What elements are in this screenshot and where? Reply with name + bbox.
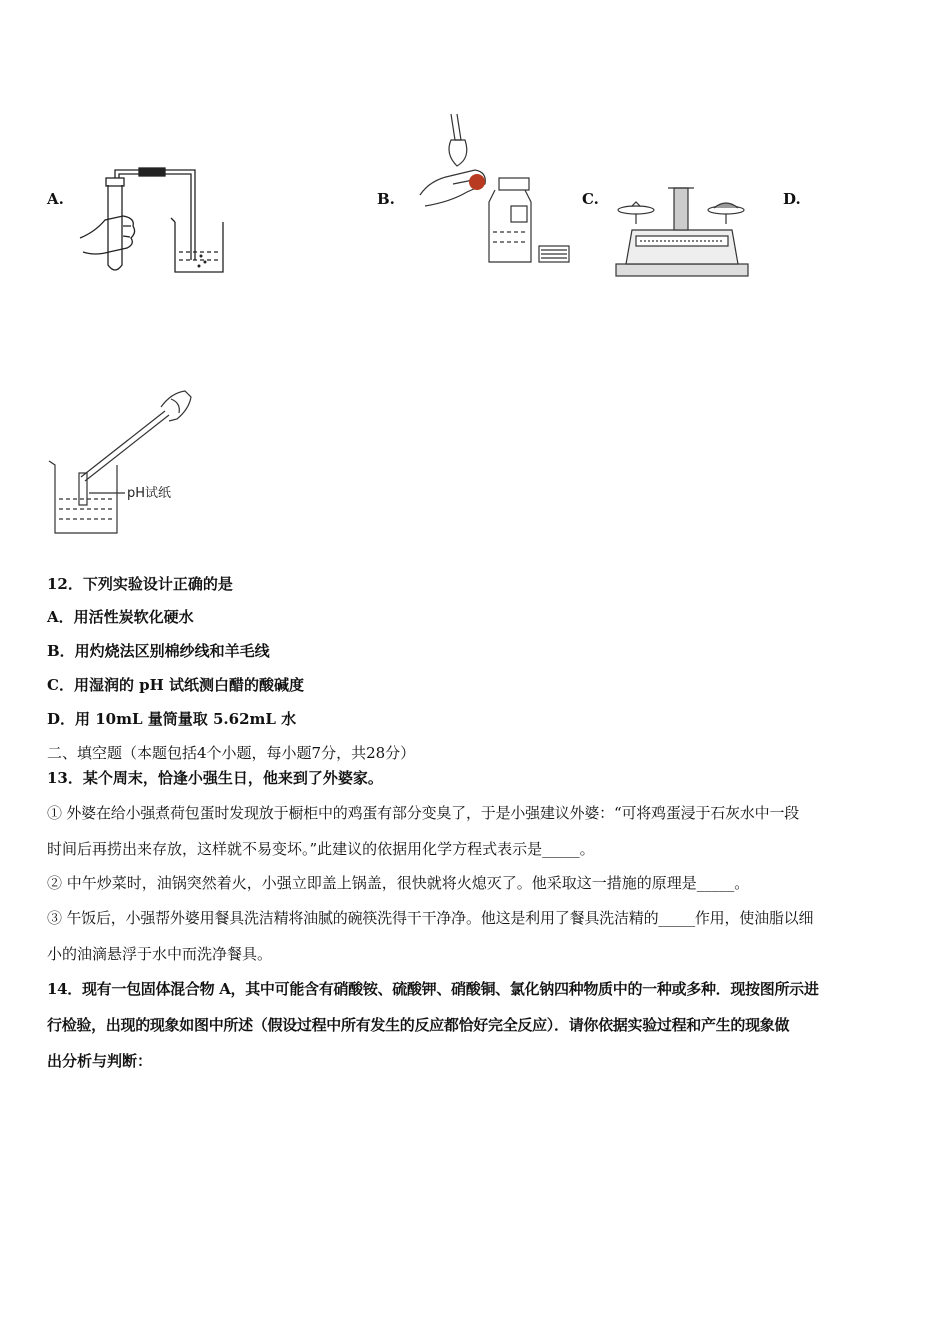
q13-part3-line1: ③ 午饭后，小强帮外婆用餐具洗洁精将油腻的碗筷洗得干干净净。他这是利用了餐具洗洁精的_____作用，使油脂以细	[47, 909, 814, 927]
q12-stem: 12．下列实验设计正确的是	[47, 575, 233, 593]
q14-line2: 行检验，出现的现象如图中所述（假设过程中所有发生的反应都恰好完全反应）．请你依据实验过程和产生的现象做	[47, 1016, 790, 1034]
figure-c-balance	[612, 180, 752, 280]
q13-stem: 13．某个周末，恰逢小强生日，他来到了外婆家。	[47, 769, 383, 787]
figure-b-dropper-bottle	[415, 110, 580, 270]
q13-part2: ② 中午炒菜时，油锅突然着火，小强立即盖上锅盖，很快就将火熄灭了。他采取这一措施的原理是_____。	[47, 874, 750, 892]
option-d-label: D.	[783, 190, 801, 208]
option-c-label: C.	[582, 190, 599, 208]
figure-a-airtightness-check	[75, 160, 230, 280]
q12-option-a: A．用活性炭软化硬水	[47, 608, 194, 626]
q13-part3-line2: 小的油滴悬浮于水中而洗净餐具。	[47, 945, 273, 963]
ph-paper-label: pH试纸	[127, 486, 172, 501]
q12-option-c: C．用湿润的 pH 试纸测白醋的酸碱度	[47, 676, 305, 694]
q14-line3: 出分析与判断：	[47, 1052, 153, 1070]
option-b-label: B.	[377, 190, 395, 208]
figure-d-ph-paper	[45, 385, 235, 545]
q13-part1-line2: 时间后再捞出来存放，这样就不易变坏。”此建议的依据用化学方程式表示是_____。	[47, 840, 595, 858]
q12-option-b: B．用灼烧法区别棉纱线和羊毛线	[47, 642, 270, 660]
q14-line1: 14．现有一包固体混合物 A，其中可能含有硝酸铵、硫酸钾、硝酸铜、氯化钠四种物质中的一种或多种．现按图所示进	[47, 980, 819, 998]
option-a-label: A.	[47, 190, 64, 208]
q12-option-d: D．用 10mL 量筒量取 5.62mL 水	[47, 710, 297, 728]
section-2-heading: 二、填空题（本题包括4个小题，每小题7分，共28分）	[47, 744, 416, 762]
q13-part1-line1: ① 外婆在给小强煮荷包蛋时发现放于橱柜中的鸡蛋有部分变臭了，于是小强建议外婆：“可将鸡蛋浸于石灰水中一段	[47, 804, 800, 822]
